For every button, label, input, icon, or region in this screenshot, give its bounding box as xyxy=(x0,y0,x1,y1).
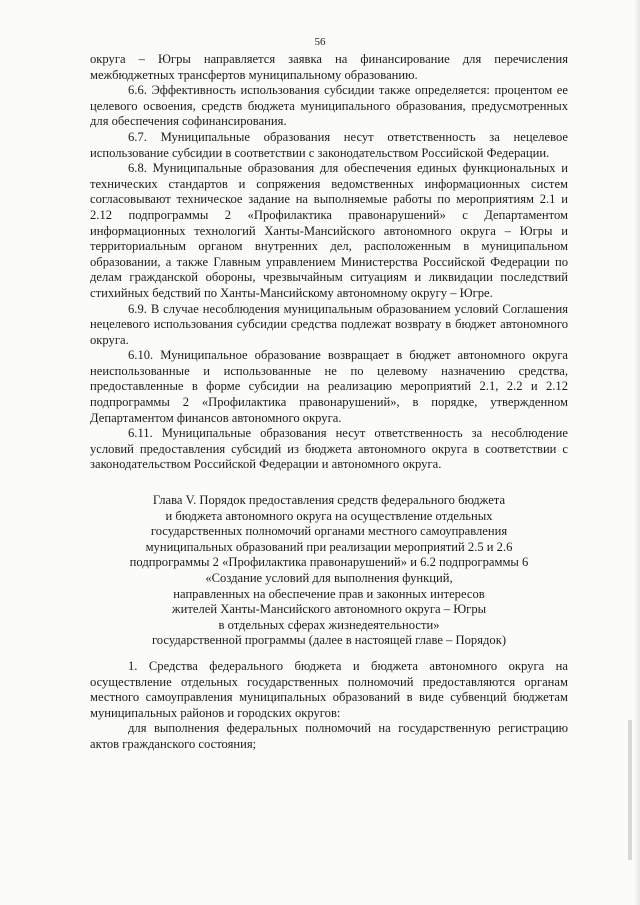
chapter-heading-line: государственной программы (далее в настоящей главе – Порядок) xyxy=(151,633,507,648)
scan-artifact xyxy=(628,720,632,860)
paragraph-6-7: 6.7. Муниципальные образования несут ответственность за нецелевое использование субсидии в соответствии с законодательством Российской Федерации. xyxy=(90,129,568,160)
paragraph-1-item: для выполнения федеральных полномочий на государственную регистрацию актов гражданского состояния; xyxy=(90,721,568,751)
chapter-heading-line: государственных полномочий органами местного самоуправления xyxy=(150,524,508,539)
chapter-heading-line: и бюджета автономного округа на осуществление отдельных xyxy=(165,508,493,523)
chapter-heading xyxy=(90,493,568,649)
document-body xyxy=(90,52,568,753)
page-number: 56 xyxy=(314,36,326,48)
paragraph-1: 1. Средства федерального бюджета и бюджета автономного округа на осуществление отдельных государственных полномочий предоставляются органам местного самоуправления муниципальных образований в виде субвенций бюджетам муниципальных районов и городских округов: xyxy=(90,658,568,720)
paragraph-6-10: 6.10. Муниципальное образование возвращает в бюджет автономного округа неиспользованные и использованные не по целевому назначению средства, предоставленные в форме субсидии на реализацию мероприятий 2.1, 2.2 и 2.12 подпрограммы 2 «Профилактика правонарушений», в порядке, утвержденном Департаментом финансов автономного округа. xyxy=(90,348,568,425)
paragraph-6-11: 6.11. Муниципальные образования несут ответственность за несоблюдение условий предоставления субсидий из бюджета автономного округа в соответствии с законодательством Российской Федерации и автономного округа. xyxy=(90,426,568,472)
scan-edge-shadow xyxy=(634,0,640,905)
paragraph-6-8: 6.8. Муниципальные образования для обеспечения единых функциональных и технических стандартов и сопряжения ведомственных информационных систем согласовывают техническое задание на выполняемые работы по мероприятиям 2.1 и 2.12 подпрограммы 2 «Профилактика правонарушений» с Департаментом информационных технологий Ханты-Мансийского автономного округа – Югры и территориальным органом внутренних дел, расположенным в муниципальном образовании, а также Главным управлением Министерства Российской Федерации по делам гражданской обороны, чрезвычайным ситуациям и ликвидации последствий стихийных бедствий по Ханты-Мансийскому автономному округу – Югре. xyxy=(90,161,568,300)
chapter-heading-line: направленных на обеспечение прав и законных интересов xyxy=(173,586,485,601)
chapter-heading-line: «Создание условий для выполнения функций, xyxy=(205,571,453,585)
chapter-heading-line: муниципальных образований при реализации мероприятий 2.5 и 2.6 xyxy=(145,539,513,554)
paragraph-6-6: 6.6. Эффективность использования субсидии также определяется: процентом ее целевого освоения, средств бюджета муниципального образования, предусмотренных для обеспечения софинансирования. xyxy=(90,83,568,129)
chapter-heading-line: Глава V. Порядок предоставления средств федерального бюджета xyxy=(152,493,506,508)
chapter-heading-line: подпрограммы 2 «Профилактика правонарушений» и 6.2 подпрограммы 6 xyxy=(129,555,529,570)
chapter-heading-line: в отдельных сферах жизнедеятельности» xyxy=(218,617,440,632)
paragraph-6-9: 6.9. В случае несоблюдения муниципальным образованием условий Соглашения нецелевого использования субсидии средства подлежат возврату в бюджет автономного округа. xyxy=(90,301,568,347)
chapter-heading-line: жителей Ханты-Мансийского автономного округа – Югры xyxy=(171,602,487,617)
paragraph-continuation: округа – Югры направляется заявка на финансирование для перечисления межбюджетных трансфертов муниципальному образованию. xyxy=(90,52,568,82)
